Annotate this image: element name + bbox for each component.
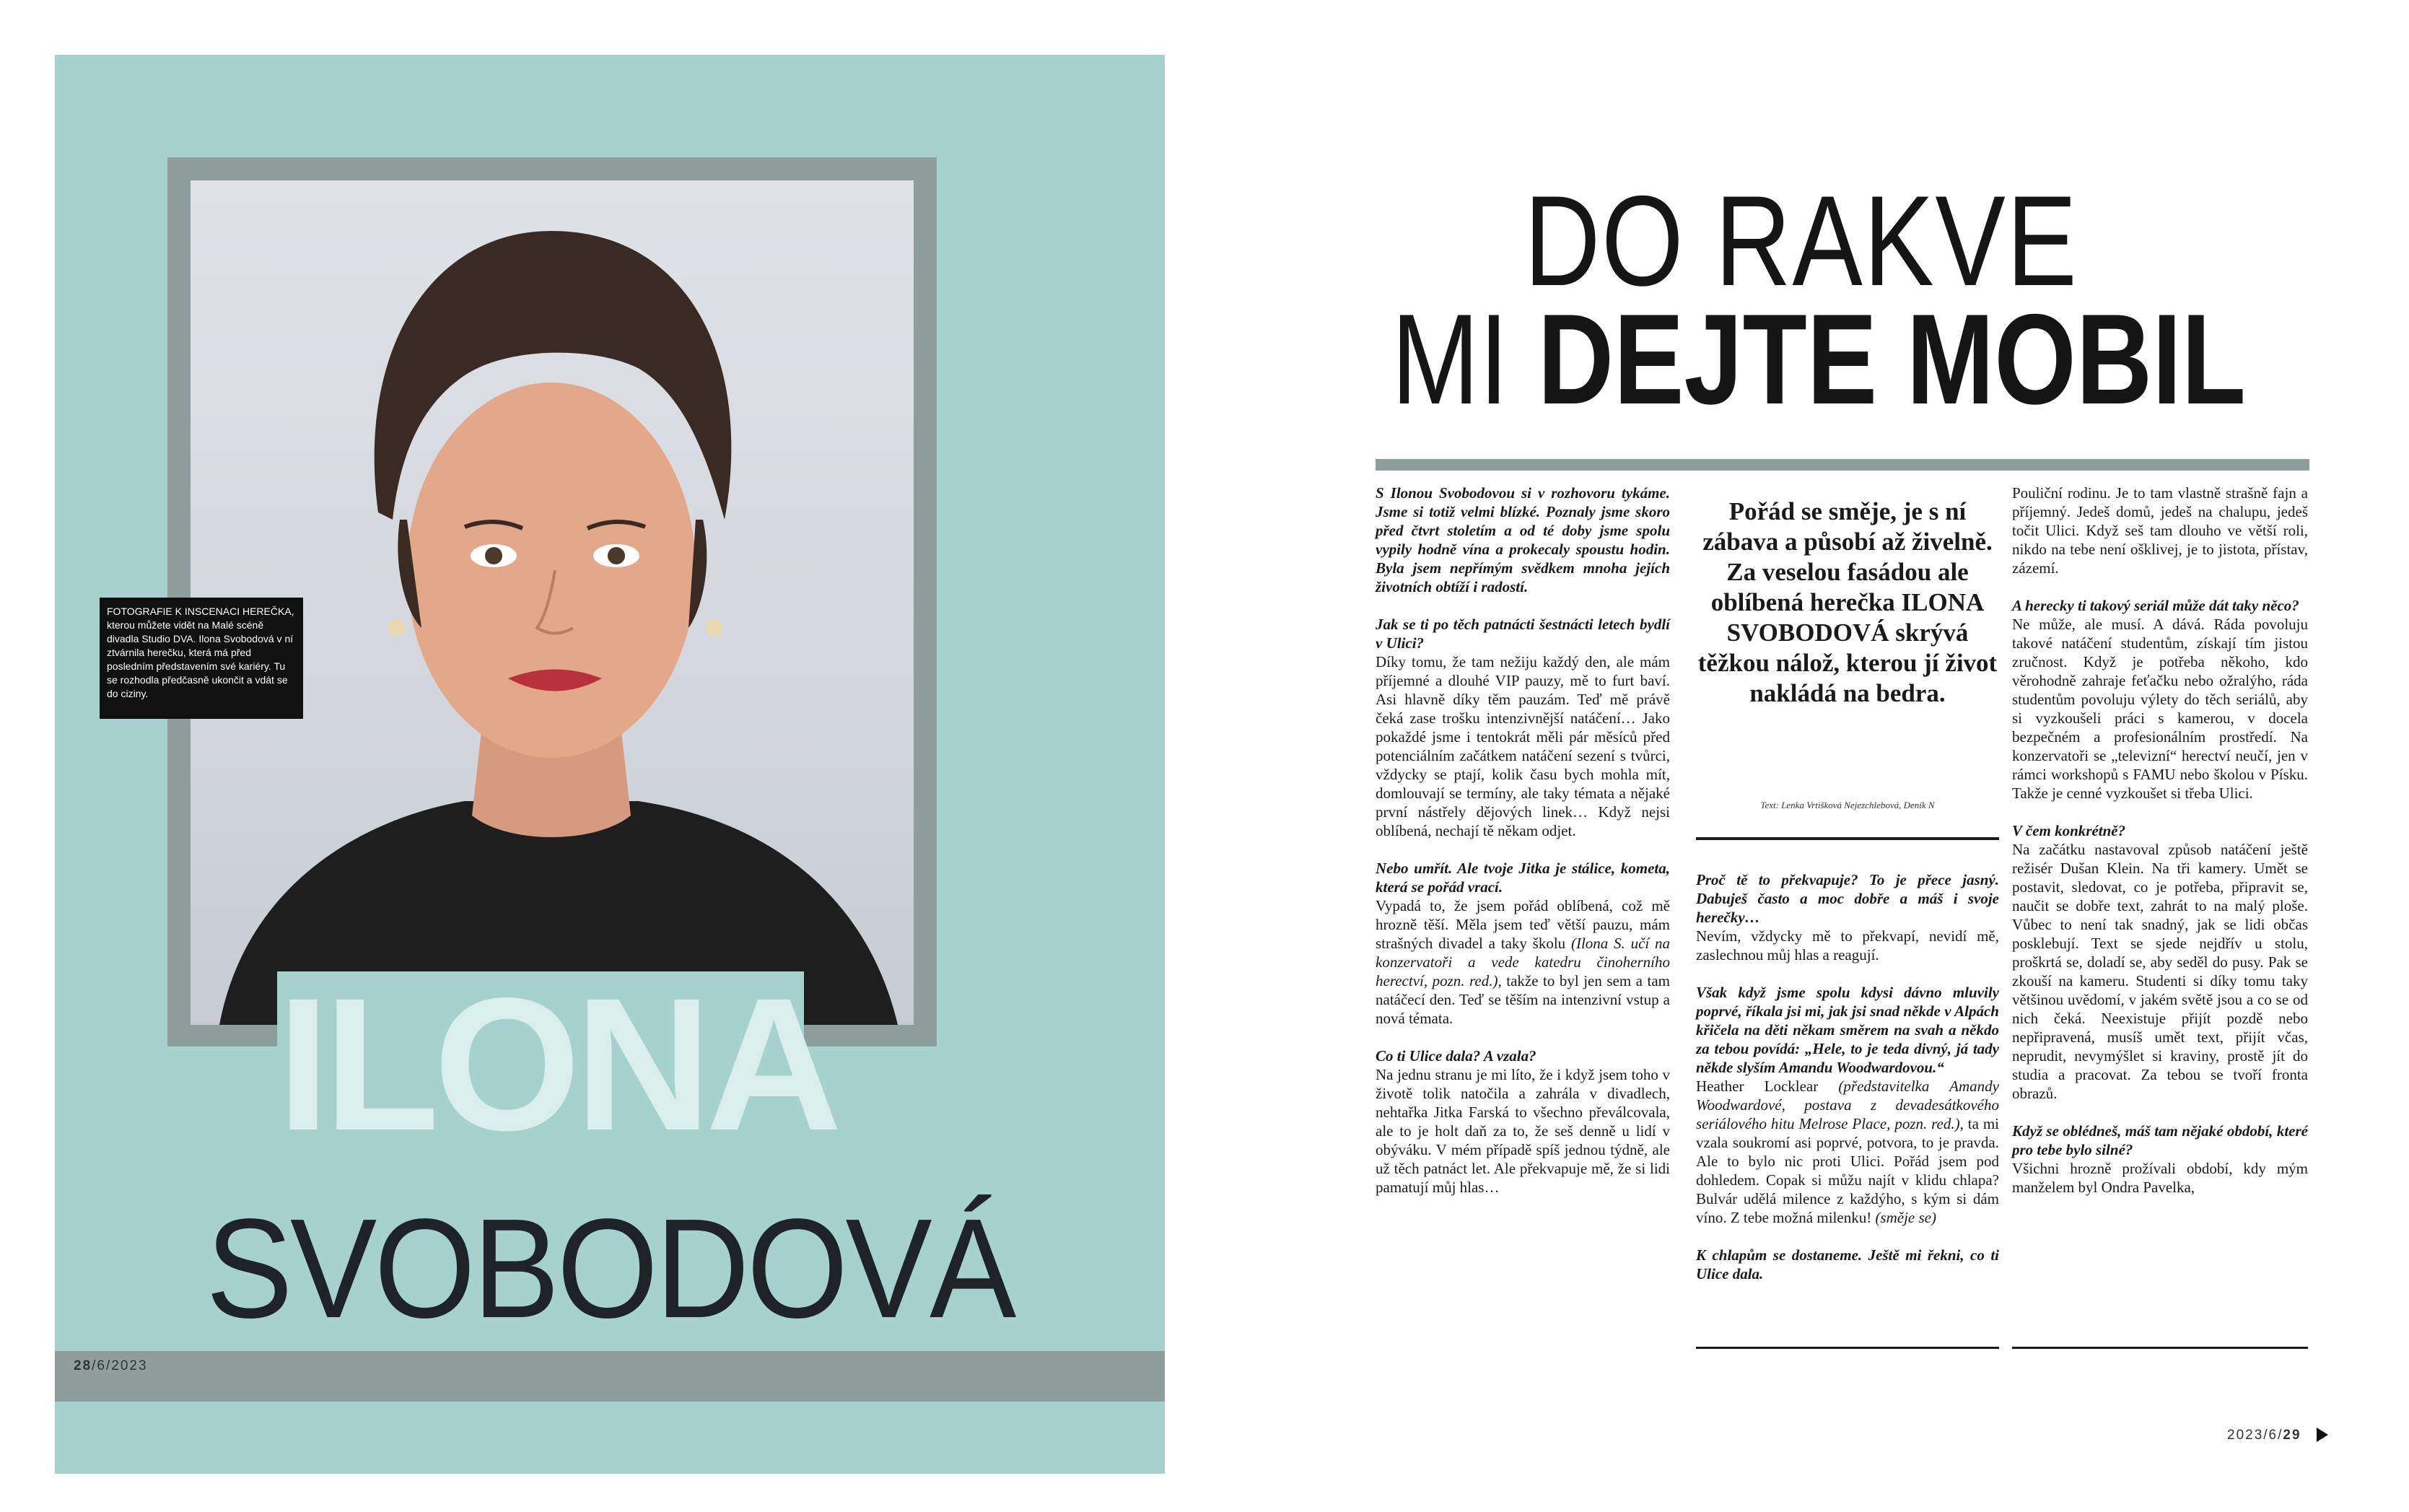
answer: Vypadá to, že jsem pořád oblíbená, což mě hrozně těší. Měla jsem teď větší pauzu, mám strašných divadel a taky školu: [1376, 897, 1670, 952]
page-number-left: [74, 1358, 148, 1374]
column-divider: [1696, 837, 1999, 840]
article-column-2: [1696, 870, 1999, 1302]
bottom-bar: [55, 1351, 1165, 1402]
page-number-right-rest: 2023/6/: [2227, 1428, 2283, 1443]
editor-note: (Ilona S. učí na konzervatoři a vede katedru činoherního herectví, pozn. red.),: [1376, 935, 1671, 989]
next-page-arrow-icon[interactable]: [2317, 1428, 2328, 1442]
name-last: SVOBODOVÁ: [206, 1189, 1014, 1347]
article-column-1: [1376, 484, 1670, 1215]
answer: Nevím, vždycky mě to překvapí, nevidí mě, zaslechnou můj hlas a reagují.: [1696, 927, 1999, 963]
stage-note: (směje se): [1875, 1209, 1936, 1226]
question: K chlapům se dostaneme. Ještě mi řekni, co ti Ulice dala.: [1696, 1246, 1999, 1282]
page-number-left-bold: 28: [74, 1358, 92, 1373]
photo-caption: FOTOGRAFIE K INSCENACI HEREČKA, kterou můžete vidět na Malé scéně divadla Studio DVA. Ilona Svobodová v ní ztvárnila herečku, která má před posledním představením své kariéry. Tu se rozhodla předčasně ukončit a vdát se do ciziny.: [100, 598, 303, 719]
question: Proč tě to překvapuje? To je přece jasný. Dabuješ často a moc dobře a máš i svoje herečky…: [1696, 871, 1999, 926]
column-end-rule: [1696, 1347, 1999, 1349]
name-first: ILONA: [277, 958, 837, 1170]
answer: ta mi vzala soukromí asi poprvé, potvora, to je pravda. Ale to bylo nic proti Ulici. Pořád jsem pod dohledem. Copak si můžu najít v klidu chlapa? Bulvár udělá milence z každýho, s kým si dám víno. Z tebe možná milenku!: [1696, 1115, 1999, 1226]
answer: Na začátku nastavoval způsob natáčení ještě režisér Dušan Klein. Na tři kamery. Umět se postavit, sledovat, co je potřeba, připravit se, naučit se dobře text, zahrát to na malý ploše. Vůbec to není tak snadný, jak se lidi občas posklebují. Text se sjede nejdřív u stolu, proškrtá se, doladí se, aby seděl do pusy. Pak se zkouší na kameru. Studenti si díky tomu taky většinou uvědomí, v jakém světě jsou a co se od nich čeká. Neexistuje přijít pozdě nebo nepřipravená, musíš umět text, přijít včas, neprudit, nevymýšlet si kraviny, prostě jít do studia a pracovat. Za tebou se tvoří fronta obrazů.: [2012, 841, 2308, 1102]
editor-note: (představitelka Amandy Woodwardové, postava z devadesátkového seriálového hitu Melrose Place, pozn. red.),: [1696, 1078, 1999, 1132]
headline-rule: [1376, 459, 2309, 471]
question: Když se oblédneš, máš tam nějaké období, které pro tebe bylo silné?: [2012, 1122, 2308, 1158]
answer: Díky tomu, že tam nežiju každý den, ale mám příjemné a dlouhé VIP pauzy, mě to furt baví. Asi hlavně díky těm pauzám. Teď mě právě čeká zase trošku intenzivnější natáčení… Jako pokaždé jsme i tentokrát měli pár měsíců před potenciálním začátkem natáčení sezení s tvůrci, vždycky se ptají, kolik času bych mohla mít, domlouvají se termíny, ale taky témata a nějaké první nástřely dějových linek… Když nejsi oblíbená, nechají tě někam odjet.: [1376, 653, 1670, 839]
question: A herecky ti takový seriál může dát taky něco?: [2012, 597, 2299, 614]
headline-line-2: [1391, 287, 2246, 431]
answer: takže to byl jen sem a tam natáčecí den. Teď se těším na intenzivní vstup a nová témata.: [1376, 972, 1670, 1027]
answer: Na jednu stranu je mi líto, že i když jsem toho v životě tolik natočila a zahrála v divadlech, nehtařka Jitka Farská to všechno převálcovala, ale to je holt daň za to, že seš denně u lidí v obýváku. V mém případě spíš jednou týdně, ale už těch patnáct let. Ale překvapuje mě, že si lidi pamatují můj hlas…: [1376, 1066, 1670, 1196]
question: Jak se ti po těch patnácti šestnácti letech bydlí v Ulici?: [1376, 616, 1670, 652]
answer: Pouliční rodinu. Je to tam vlastně strašně fajn a příjemný. Jedeš domů, jedeš na chalupu, jedeš točit Ulici. Když seš tam dlouho ve větší roli, nikdo na tebe není ošklivej, je to jistota, přístav, zázemí.: [2012, 484, 2308, 577]
answer: Všichni hrozně prožívali období, kdy mým manželem byl Ondra Pavelka,: [2012, 1160, 2308, 1196]
page-number-left-rest: /6/2023: [92, 1358, 148, 1373]
question: Nebo umřít. Ale tvoje Jitka je stálice, kometa, která se pořád vrací.: [1376, 860, 1670, 896]
article-column-3: [2012, 484, 2308, 1215]
question: Co ti Ulice dala? A vzala?: [1376, 1047, 1536, 1065]
answer: Ne může, ale musí. A dává. Ráda povoluju takové natáčení studentům, získají tím jistou zručnost. Když je potřeba někoho, kdo věrohodně zahraje feťačku nebo ožralýho, ráda studentům povoluju výlety do těch seriálů, aby si vyzkoušeli práci s kamerou, v docela bezpečném a profesionálním prostředí. Na konzervatoři se „televizní“ herectví neučí, jen v rámci workshopů s FAMU nebo školou v Písku. Takže je cenné vyzkoušet si třeba Ulici.: [2012, 616, 2308, 802]
pull-quote: Pořád se směje, je s ní zábava a působí až živelně. Za veselou fasádou ale oblíbená herečka ILONA SVOBODOVÁ skrývá těžkou nálož, kterou jí život nakládá na bedra.: [1697, 497, 1998, 707]
question: Však když jsme spolu kdysi dávno mluvily poprvé, říkala jsi mi, jak jsi snad někde v Alpách křičela na děti někam směrem na svah a někdo za tebou povídá: „Hele, to je teda divný, já tady někde slyším Amandu Woodwardovou.“: [1696, 984, 1999, 1076]
author-credit: Text: Lenka Vrtišková Nejezchlebová, Deník N: [1760, 800, 1935, 810]
headline-line-2-bold: DEJTE MOBIL: [1537, 287, 2246, 431]
headline-line-1: DO RAKVE: [1524, 169, 2078, 313]
answer: Heather Locklear: [1696, 1078, 1839, 1095]
page-number-right-bold: 29: [2283, 1428, 2301, 1443]
headline-line-2-thin: MI: [1391, 287, 1538, 431]
intro: S Ilonou Svobodovou si v rozhovoru tykáme. Jsme si totiž velmi blízké. Poznaly jsme skoro před čtvrt stoletím a od té doby jsme spolu vypily hodně vína a prokecaly spoustu hodin. Byla jsem nepřímým svědkem mnoha jejích životních obtíží i radostí.: [1376, 484, 1670, 595]
column-end-rule: [2012, 1347, 2308, 1349]
left-page-overlay: [55, 55, 1165, 1474]
page-number-right: [2227, 1428, 2301, 1443]
question: V čem konkrétně?: [2012, 822, 2126, 839]
